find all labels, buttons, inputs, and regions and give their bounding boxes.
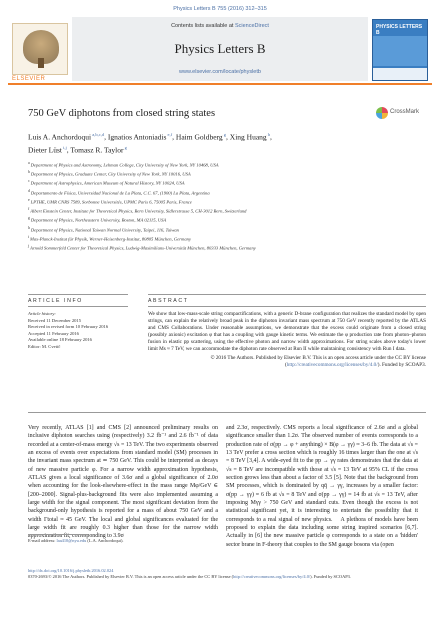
history-item: Received 11 December 2015 [28,317,82,323]
email-link[interactable]: laa410@nyu.edu [56,538,87,543]
journal-title: Physics Letters B [174,41,266,56]
abstract-heading: ABSTRACT [148,298,189,304]
info-rule-top [28,294,128,295]
affiliations [28,160,428,252]
copyright-block [28,568,418,580]
bottom-license-link[interactable]: http://creativecommons.org/licenses/by/4.0/ [233,574,311,580]
publisher-name: ELSEVIER [12,76,46,82]
affiliation-item: $^e$ LPTHE, UMR CNRS 7589, Sorbonne Universités, UPMC Paris 6, 75005 Paris, France [28,197,192,205]
article-history [28,311,128,350]
abstract-divider [28,412,426,413]
history-item: Editor: M. Cvetič [28,343,61,349]
affiliation-item: $^h$ Department of Physics, National Taiwan Normal University, Taipei, 116, Taiwan [28,225,179,233]
affiliation-item: $^f$ Albert Einstein Center, Institute for Theoretical Physics, Bern University, Sidlerstrasse 5, CH-3012 Bern, Switzerland [28,207,247,214]
body-column-right: and 2.3σ, respectively. CMS reports a local significance of 2.6σ and a global significance smaller than 1.2σ. The observed number of events corresponds to a production rate of σ(pp → φ + anything) × B(φ → γγ) ≈ 3–6 fb. The data at √s = 13 TeV prefer a cross section which is roughly 16 times larger than the one at √s = 8 TeV [3,4]. A wide-eyed fit to the pp → γγ rates demonstrates that the data at √s = 8 TeV are incompatible with those at √s = 13 TeV at 95% CL if the cross section grows less than about a factor of 3.5 [5]. Note that the background from SM processes, which is dominated by qq̄ → γγ, increases by a smaller factor: σ(pp → γγ) ≈ 6 fb at √s = 8 TeV and σ(pp → γγ) ≈ 14 fb at √s = 13 TeV, after imposing Mγγ > 750 GeV and standard cuts. Even though the excess is not statistical significant yet, it is interesting to entertain the possibility that it corresponds to a real signal of new physics. A plethora of models have been proposed to explain the data including some string inspired scenarios [6,7]. Actually in [6] the new massive particle φ corresponds to a state on a 'hidden' sector brane in F-theory that couples to the SM gauge bosons via (open [226,425,418,548]
abstract-rule-bottom [148,306,426,307]
copyright-text: 0370-2693/© 2016 The Authors. Published by Elsevier B.V. This is an open access article under the CC BY license (http://creativecommons.org/licenses/by/4.0/). Funded by SCOAP3. [28,574,351,580]
affiliation-item: $^a$ Department of Physics and Astronomy, Lehman College, City University of New York, NY 10468, USA [28,161,219,168]
homepage-link[interactable]: www.elsevier.com/locate/physletb [179,69,261,75]
affiliation-item: $^c$ Department of Astrophysics, American Museum of Natural History, NY 10024, USA [28,179,185,186]
journal-cover [372,19,428,81]
crossmark-badge[interactable] [376,106,426,120]
history-label: Article history: [28,311,56,316]
abstract-license: © 2016 The Authors. Published by Elsevier B.V. This is an open access article under the CC BY license (http://creativecommons.org/licenses/by/4.0/). Funded by SCOAP3. [210,354,426,368]
elsevier-tree-logo [12,23,68,75]
header-banner [72,17,368,81]
affiliation-item: $^b$ Department of Physics, Graduate Center, City University of New York, NY 10016, USA [28,170,191,177]
sciencedirect-link[interactable]: ScienceDirect [234,23,269,29]
cover-title: PHYSICS LETTERS B [376,24,423,36]
abstract-rule-top [148,294,426,295]
author-list: Luis A. Anchordoqui $^{a,b,c,d}$, Ignatios Antoniadis $^{e,f}$, Haim Goldberg $^g$, Xing Huang $^h$, Dieter Lüst $^{i,j}$, Tomasz R. Taylor $^g$ [28,132,272,154]
crossmark-icon [376,107,388,119]
history-item: Accepted 11 February 2016 [28,330,79,336]
crossmark-label: CrossMark [390,109,420,115]
footnote-divider [28,534,88,535]
journal-homepage [72,69,368,75]
affiliation-item: $^i$ Max-Planck-Institut für Physik, Werner-Heisenberg-Institut, 80805 München, Germany [28,234,191,242]
journal-header [8,17,432,97]
abstract-text: We show that low-mass-scale string compactifications, with a generic D-brane configuration that realizes the standard model by open strings, can explain the relatively broad peak in the diphoton invariant mass spectrum at 750 GeV recently reported by the ATLAS and CMS Collaborations. Under reasonable assumptions, we demonstrate that the excess could originate from a closed string (possibly axionic) excitation φ that has a coupling with gauge kinetic terms. We estimate the φ production rate from photon–photon fusion in elastic pp scattering, using the effective photon and narrow width approximations. For string scales above today's lower limit Ms ≈ 7 TeV, we can accommodate the diphoton rate observed at Run II while maintaining consistency with Run I data. © 2016 The Authors. Published by Elsevier B.V. This is an open access article under the CC BY license (http://creativecommons.org/licenses/by/4.0/). Funded by SCOAP3. [148,311,426,368]
article-info-heading: ARTICLE INFO [28,298,83,304]
header-divider [8,83,432,85]
article-title: 750 GeV diphotons from closed string states [28,108,216,119]
affiliation-item: $^j$ Arnold Sommerfeld Center for Theoretical Physics, Ludwig-Maximilians-Universität München, 80333 München, Germany [28,244,256,251]
affiliation-item: $^d$ Departamento de Física, Universidad Nacional de La Plata, C.C. 67, (1900) La Plata, Argentina [28,188,210,196]
email-footnote: E-mail address: laa410@nyu.edu (L.A. Anchordoqui). [28,538,124,543]
journal-citation[interactable]: Physics Letters B 755 (2016) 312–315 [173,6,267,12]
affiliation-item: $^g$ Department of Physics, Northeastern University, Boston, MA 02115, USA [28,216,167,223]
history-item: Available online 18 February 2016 [28,337,92,342]
info-rule-bottom [28,306,128,307]
license-link[interactable]: http://creativecommons.org/licenses/by/4.0/ [286,361,378,368]
body-column-left: Very recently, ATLAS [1] and CMS [2] announced preliminary results on inclusive diphoton searches using (respectively) 3.2 fb⁻¹ and 2.6 fb⁻¹ of data recorded at a center-of-mass energy √s = 13 TeV. The two experiments observed an excess of events over expectations from standard model (SM) processes in the invariant mass spectrum at ≃ 750 GeV. This could be interpreted as decays of new massive particle φ. For a narrow width approximation hypothesis, ATLAS gives a local significance of 3.6σ and a global significance of 2.0σ when accounting for the look-elsewhere-effect in the mass range Mφ/GeV ∈ [200–2000]. Signal-plus-background fits were also implemented assuming a large width for the signal component. The most significant deviation from the background-only hypothesis is reported for a mass of about 750 GeV and a width Γtotal ≈ 45 GeV. The local and global significances evaluated for the large width fit are roughly 0.3 higher than those for the narrow width approximation fit, corresponding to 3.9σ [28,425,218,540]
history-item: Received in revised form 10 February 2016 [28,324,109,329]
doi-link[interactable]: http://dx.doi.org/10.1016/j.physletb.2016.02.024 [28,568,114,573]
contents-line: Contents lists available at ScienceDirect [171,23,269,29]
